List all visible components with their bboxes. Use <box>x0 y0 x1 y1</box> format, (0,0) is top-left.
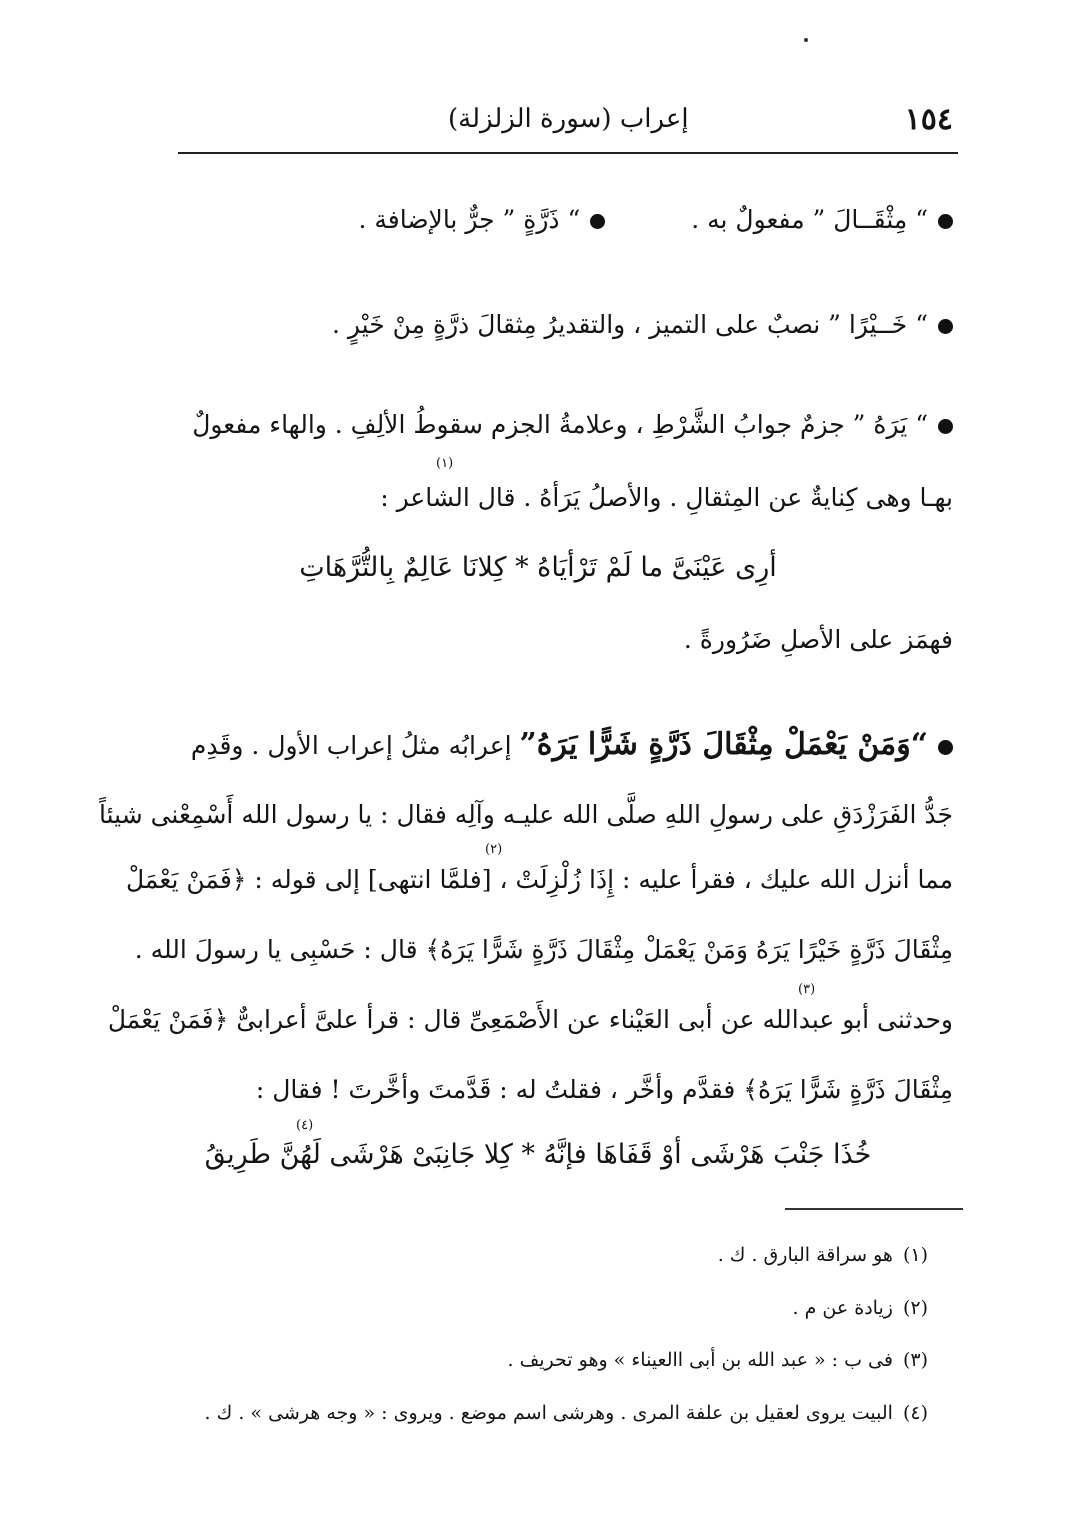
entry-yarahu-text: “ يَرَهُ ” جزمٌ جوابُ الشَّرْطِ ، وعلامةُ الجزم سقوطُ الألِفِ . والهاء مفعولٌ <box>192 410 928 439</box>
poetry-verse: أرِى عَيْنَىَّ ما لَمْ تَرْأيَاهُ * كِلانَا عَالِمٌ بِالتُّرَّهَاتِ <box>299 552 777 583</box>
body-line-text: مِثْقَالَ ذَرَّةٍ خَيْرًا يَرَهُ وَمَنْ يَعْمَلْ مِثْقَالَ ذَرَّةٍ شَرًّا يَرَهُ﴾ قال : حَسْبِى يا رسولَ الله . <box>134 935 953 964</box>
footnote-number: (٢) <box>902 1297 928 1319</box>
body-line <box>107 1000 953 1040</box>
quran-quote: “وَمَنْ يَعْمَلْ مِثْقَالَ ذَرَّةٍ شَرًّا يَرَهُ” <box>519 727 928 762</box>
print-speck <box>804 38 808 42</box>
body-line-text: فهمَز على الأصلِ ضَرُورةً . <box>683 625 953 654</box>
footnote-text: هو سراقة البارق . ك . <box>717 1244 893 1266</box>
footnote-text: البيت يروى لعقيل بن علفة المرى . وهرشى اسم موضع . ويروى : « وجه هرشى » . ك . <box>204 1402 893 1424</box>
footnote-1 <box>128 1240 928 1270</box>
entry-yarahu <box>123 405 953 445</box>
body-line <box>123 1070 953 1110</box>
entry-khayran-text: “ خَــيْرًا ” نصبٌ على التميز ، والتقديرُ مِثقالَ ذرَّةٍ مِنْ خَيْرٍ . <box>331 310 928 339</box>
bullet-dot <box>938 740 953 755</box>
footnote-number: (٣) <box>902 1349 928 1371</box>
bullet-dot <box>938 419 953 434</box>
body-line-text: بهـا وهى كِنايةٌ عن المِثقالِ . والأصلُ يَرَأهُ . قال الشاعر : <box>380 483 953 512</box>
bullet-dot <box>938 319 953 334</box>
bullet-dot <box>590 214 605 229</box>
footnote-rule <box>785 1208 963 1210</box>
body-line <box>123 860 953 900</box>
entry-mithqal-dharrah <box>123 200 953 240</box>
poetry-verse: خُذَا جَنْبَ هَرْشَى أوْ قَفَاهَا فإنَّهُ * كِلا جَانِبَىْ هَرْشَى لَهُنَّ طَرِيقُ <box>204 1139 872 1170</box>
body-line <box>123 478 953 518</box>
page-number: ١٥٤ <box>904 102 953 137</box>
footnote-ref-2: (٢) <box>485 842 503 857</box>
footnote-text: فى ب : « عبد الله بن أبى االعيناء » وهو تحريف . <box>507 1349 893 1371</box>
body-line <box>123 620 953 660</box>
footnote-3 <box>128 1345 928 1375</box>
body-line-text: مما أنزل الله عليك ، فقرأ عليه : إِذَا زُلْزِلَتْ ، [فلمَّا انتهى] إلى قوله : ﴿فَمَنْ يَعْمَلْ <box>126 865 953 894</box>
footnote-ref-1: (١) <box>436 456 454 471</box>
running-title: إعراب (سورة الزلزلة) <box>448 104 689 134</box>
footnote-4 <box>128 1398 928 1428</box>
entry-mithqal: “ مِثْقَــالَ ” مفعولٌ به . <box>691 205 928 234</box>
body-line <box>123 930 953 970</box>
entry-verse-quote <box>123 725 953 766</box>
body-line-text: وحدثنى أبو عبدالله عن أبى العَيْناء عن الأَصْمَعِىِّ قال : قرأ علىَّ أعرابىٌّ ﴿فَمَنْ يَعْمَلْ <box>107 1005 953 1034</box>
footnote-ref-4: (٤) <box>296 1118 314 1133</box>
footnote-text: زيادة عن م . <box>792 1297 893 1319</box>
body-line-text: مِثْقَالَ ذَرَّةٍ شَرًّا يَرَهُ﴾ فقدَّم وأخَّر ، فقلتُ له : قَدَّمتَ وأخَّرتَ ! فقال : <box>255 1075 953 1104</box>
footnote-2 <box>128 1293 928 1323</box>
footnote-number: (٤) <box>902 1402 928 1424</box>
body-line-text: إعرابُه مثلُ إعراب الأول . وقَدِم <box>190 731 520 760</box>
header-rule <box>178 152 958 154</box>
entry-dharrah: “ ذَرَّةٍ ” جرٌّ بالإضافة . <box>358 205 581 234</box>
body-line <box>98 795 953 835</box>
bullet-dot <box>938 214 953 229</box>
page-header <box>178 100 953 148</box>
footnote-number: (١) <box>902 1244 928 1266</box>
body-line-text: جَدُّ الفَرَزْدَقِ على رسولِ اللهِ صلَّى الله عليـه وآلِه فقال : يا رسول الله أَسْمِعْنى شيئاً <box>98 800 953 829</box>
footnote-ref-3: (٣) <box>798 982 816 997</box>
entry-khayran <box>123 305 953 345</box>
